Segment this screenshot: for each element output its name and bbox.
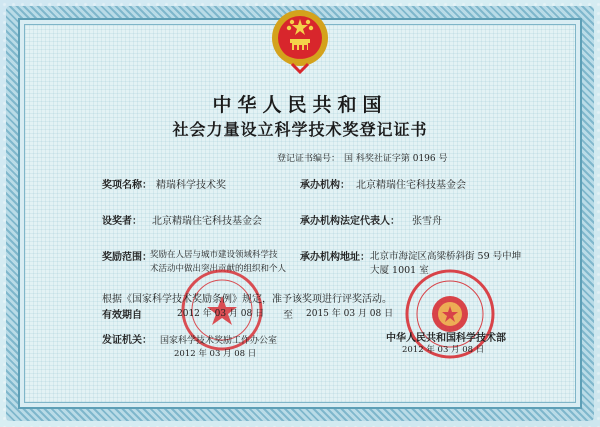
award-name-value: 精瑞科学技术奖 — [156, 180, 226, 191]
issuer-label: 发证机关： — [102, 335, 152, 346]
issuer-date: 2012 年 03 月 08 日 — [174, 349, 257, 359]
validity-to-label: 至 — [283, 310, 293, 321]
sponsor-value: 北京精瑞住宅科技基金会 — [152, 216, 262, 227]
address-line-1: 北京市海淀区高梁桥斜街 59 号中坤 — [370, 251, 522, 262]
scope-label: 奖励范围： — [102, 252, 152, 263]
validity-from: 2012 年 03 月 08 日 — [177, 309, 265, 319]
certificate-subtitle: 社会力量设立科学技术奖登记证书 — [172, 120, 428, 139]
ministry-date: 2012 年 03 月 08 日 — [402, 345, 485, 355]
scope-line-2: 术活动中做出突出贡献的组织和个人 — [150, 264, 287, 274]
award-name-label: 奖项名称： — [102, 180, 152, 191]
organizer-label: 承办机构： — [300, 180, 350, 191]
validity-label: 有效期自 — [102, 310, 142, 321]
legal-rep-value: 张雪舟 — [412, 216, 442, 227]
organizer-value: 北京精瑞住宅科技基金会 — [356, 180, 466, 191]
sponsor-label: 设奖者： — [102, 216, 142, 227]
validity-to: 2015 年 03 月 08 日 — [306, 309, 394, 319]
national-emblem-icon — [270, 8, 330, 74]
scope-line-1: 奖励在人居与城市建设领域科学技 — [150, 250, 278, 260]
ministry-name: 中华人民共和国科学技术部 — [386, 333, 506, 344]
certificate-title: 中华人民共和国 — [212, 94, 388, 116]
address-label: 承办机构地址： — [300, 252, 370, 263]
registration-number: 国 科奖社证字第 0196 号 — [344, 154, 448, 164]
registration-label: 登记证书编号： — [277, 154, 341, 164]
legal-rep-label: 承办机构法定代表人： — [300, 216, 400, 227]
issuer-name: 国家科学技术奖励工作办公室 — [160, 336, 278, 346]
authorization-statement: 根据《国家科学技术奖励条例》规定，准予该奖项进行评奖活动。 — [102, 294, 392, 305]
address-line-2: 大厦 1001 室 — [370, 265, 429, 276]
